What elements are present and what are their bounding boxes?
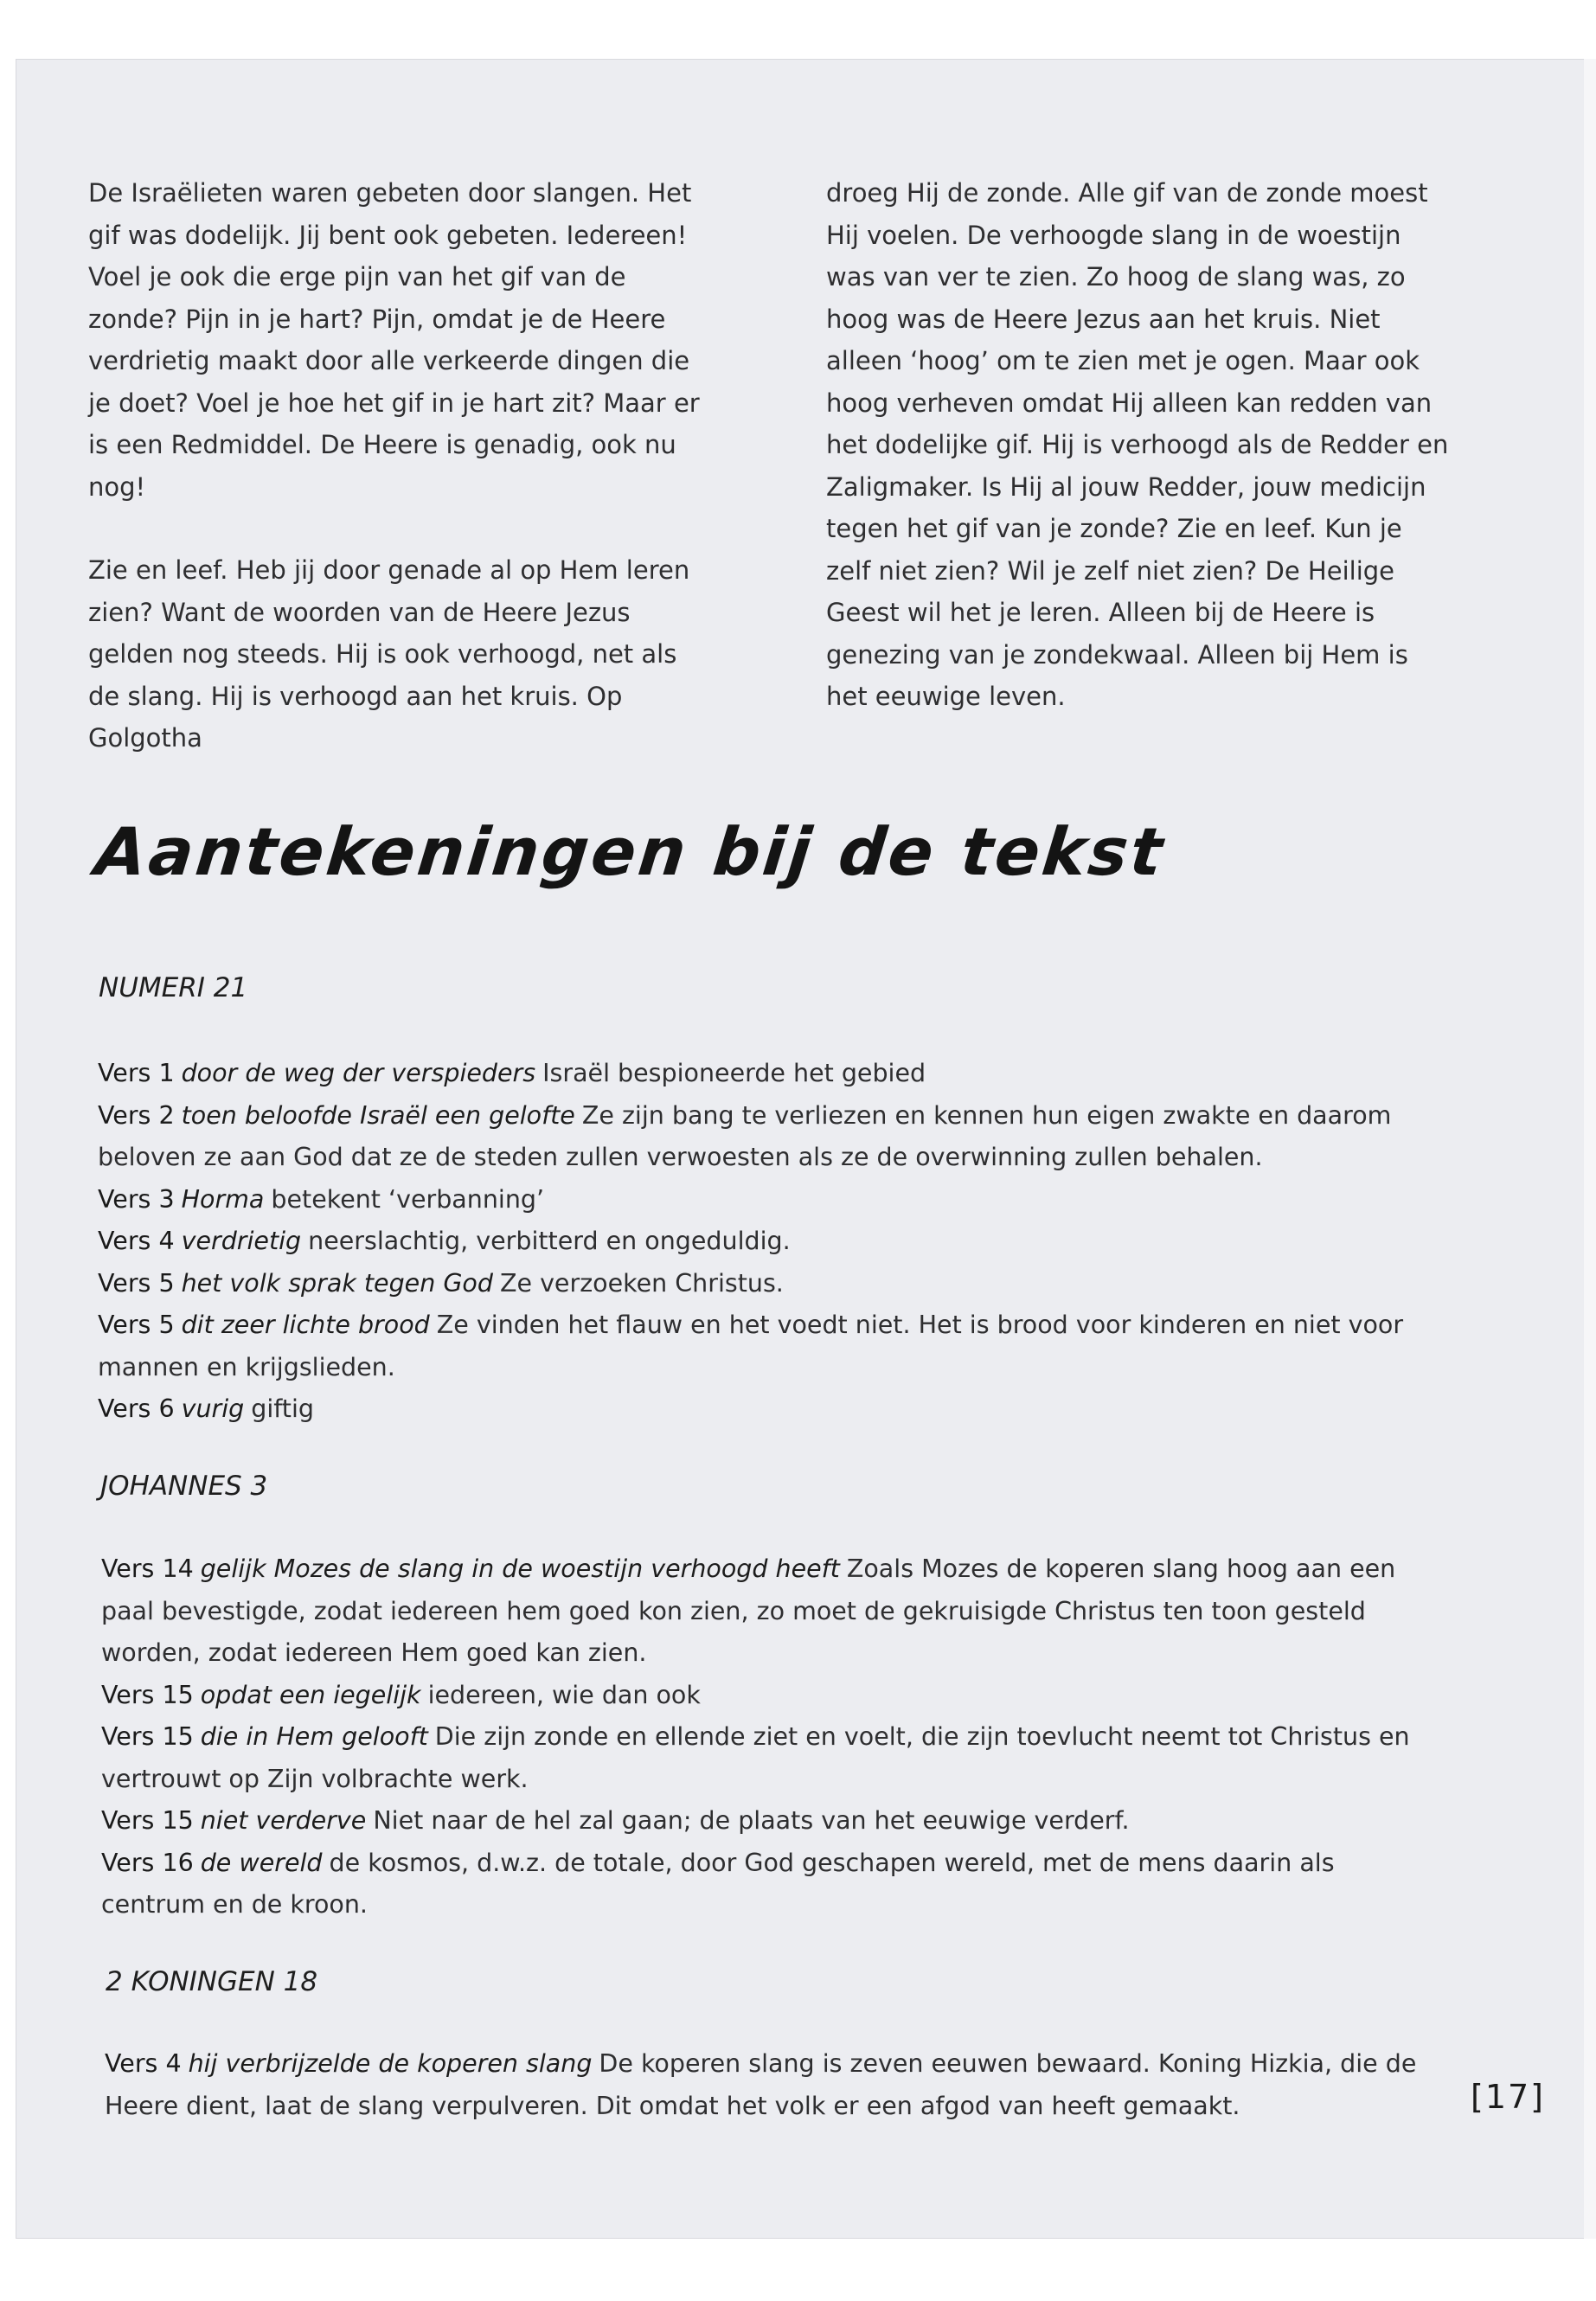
verse-explanation: betekent ‘verbanning’ [271, 1184, 545, 1214]
verse-term: vurig [181, 1394, 245, 1423]
verse-note [98, 1263, 1443, 1305]
verse-note [98, 1179, 1443, 1221]
verse-explanation: Israël bespioneerde het gebied [542, 1059, 926, 1087]
verse-note [98, 1053, 1443, 1095]
verse-note [101, 1800, 1442, 1843]
verse-label: Vers 16 [101, 1848, 194, 1877]
verse-term: opdat een iegelijk [200, 1680, 421, 1709]
verse-label: Vers 5 [98, 1268, 175, 1298]
verse-explanation: iedereen, wie dan ook [427, 1680, 701, 1709]
verse-label: Vers 3 [98, 1184, 175, 1214]
johannes-verse-list [101, 1548, 1442, 1926]
verse-label: Vers 4 [98, 1227, 175, 1255]
verse-label: Vers 6 [98, 1394, 175, 1423]
right-text-column [826, 172, 1449, 718]
verse-label: Vers 14 [101, 1554, 194, 1583]
johannes-section-title: JOHANNES 3 [100, 1471, 268, 1502]
verse-note [101, 1716, 1442, 1800]
verse-note [101, 1675, 1442, 1717]
verse-explanation: De koperen slang is zeven eeuwen bewaard. Koning Hizkia, die de Heere dient, laat de slang verpulveren. Dit omdat het volk er een afgod van heeft gemaakt. [105, 2049, 1417, 2120]
page-edge [1584, 59, 1596, 2239]
verse-term: door de weg der verspieders [181, 1059, 536, 1087]
verse-note [98, 1388, 1443, 1431]
verse-note [98, 1304, 1443, 1388]
left-text-column [88, 172, 711, 760]
paragraph: droeg Hij de zonde. Alle gif van de zonde moest Hij voelen. De verhoogde slang in de woestijn was van ver te zien. Zo hoog de slang was, zo hoog was de Heere Jezus aan het kruis. Niet alleen ‘hoog’ om te zien met je ogen. Maar ook hoog verheven omdat Hij alleen kan redden van het dodelijke gif. Hij is verhoogd als de Redder en Zaligmaker. Is Hij al jouw Redder, jouw medicijn tegen het gif van je zonde? Zie en leef. Kun je zelf niet zien? Wil je zelf niet zien? De Heilige Geest wil het je leren. Alleen bij de Heere is genezing van je zondekwaal. Alleen bij Hem is het eeuwige leven. [826, 178, 1449, 711]
verse-term: die in Hem gelooft [200, 1722, 428, 1751]
verse-note [105, 2043, 1437, 2127]
verse-explanation: Ze zijn bang te verliezen en kennen hun eigen zwakte en daarom beloven ze aan God dat ze de steden zullen verwoesten als ze de overwinning zullen behalen. [98, 1100, 1392, 1171]
koningen-verse-list [105, 2043, 1437, 2127]
verse-note [98, 1221, 1443, 1263]
verse-term: toen beloofde Israël een gelofte [181, 1100, 575, 1130]
paragraph: Zie en leef. Heb jij door genade al op Hem leren zien? Want de woorden van de Heere Jezus gelden nog steeds. Hij is ook verhoogd, net als de slang. Hij is verhoogd aan het kruis. Op Golgotha [88, 555, 690, 753]
verse-explanation: giftig [251, 1394, 314, 1423]
verse-label: Vers 15 [101, 1722, 194, 1751]
verse-term: gelijk Mozes de slang in de woestijn verhoogd heeft [200, 1554, 840, 1583]
verse-note [98, 1095, 1443, 1179]
verse-term: dit zeer lichte brood [181, 1311, 430, 1339]
verse-term: niet verderve [200, 1806, 367, 1835]
verse-term: verdrietig [181, 1227, 302, 1255]
verse-label: Vers 2 [98, 1100, 175, 1130]
verse-explanation: Ze verzoeken Christus. [499, 1268, 784, 1298]
verse-label: Vers 4 [105, 2049, 182, 2078]
verse-explanation: de kosmos, d.w.z. de totale, door God geschapen wereld, met de mens daarin als centrum en de kroon. [101, 1848, 1335, 1919]
verse-note [101, 1843, 1442, 1926]
verse-label: Vers 15 [101, 1680, 194, 1709]
verse-term: de wereld [200, 1848, 323, 1877]
verse-label: Vers 1 [98, 1059, 175, 1087]
verse-explanation: Die zijn zonde en ellende ziet en voelt, die zijn toevlucht neemt tot Christus en vertrouwt op Zijn volbrachte werk. [101, 1722, 1410, 1793]
verse-term: Horma [181, 1184, 265, 1214]
verse-label: Vers 15 [101, 1806, 194, 1835]
numeri-section-title: NUMERI 21 [99, 972, 248, 1003]
verse-explanation: Ze vinden het flauw en het voedt niet. Het is brood voor kinderen en niet voor mannen en krijgslieden. [98, 1311, 1404, 1381]
koningen-section-title: 2 KONINGEN 18 [106, 1966, 318, 1997]
numeri-verse-list [98, 1053, 1443, 1431]
verse-explanation: neerslachtig, verbitterd en ongeduldig. [308, 1227, 791, 1255]
page-number: [17] [1471, 2078, 1546, 2116]
verse-note [101, 1548, 1442, 1675]
verse-explanation: Niet naar de hel zal gaan; de plaats van het eeuwige verderf. [373, 1806, 1130, 1835]
verse-term: hij verbrijzelde de koperen slang [188, 2049, 593, 2078]
verse-term: het volk sprak tegen God [181, 1268, 493, 1298]
verse-label: Vers 5 [98, 1311, 175, 1339]
paragraph: De Israëlieten waren gebeten door slangen. Het gif was dodelijk. Jij bent ook gebeten. Iedereen! Voel je ook die erge pijn van het gif van de zonde? Pijn in je hart? Pijn, omdat je de Heere verdrietig maakt door alle verkeerde dingen die je doet? Voel je hoe het gif in je hart zit? Maar er is een Redmiddel. De Heere is genadig, ook nu nog! [88, 178, 700, 502]
verse-explanation: Zoals Mozes de koperen slang hoog aan een paal bevestigde, zodat iedereen hem goed kon zien, zo moet de gekruisigde Christus ten toon gesteld worden, zodat iedereen Hem goed kan zien. [101, 1554, 1396, 1667]
section-heading: Aantekeningen bij de tekst [92, 813, 1169, 890]
